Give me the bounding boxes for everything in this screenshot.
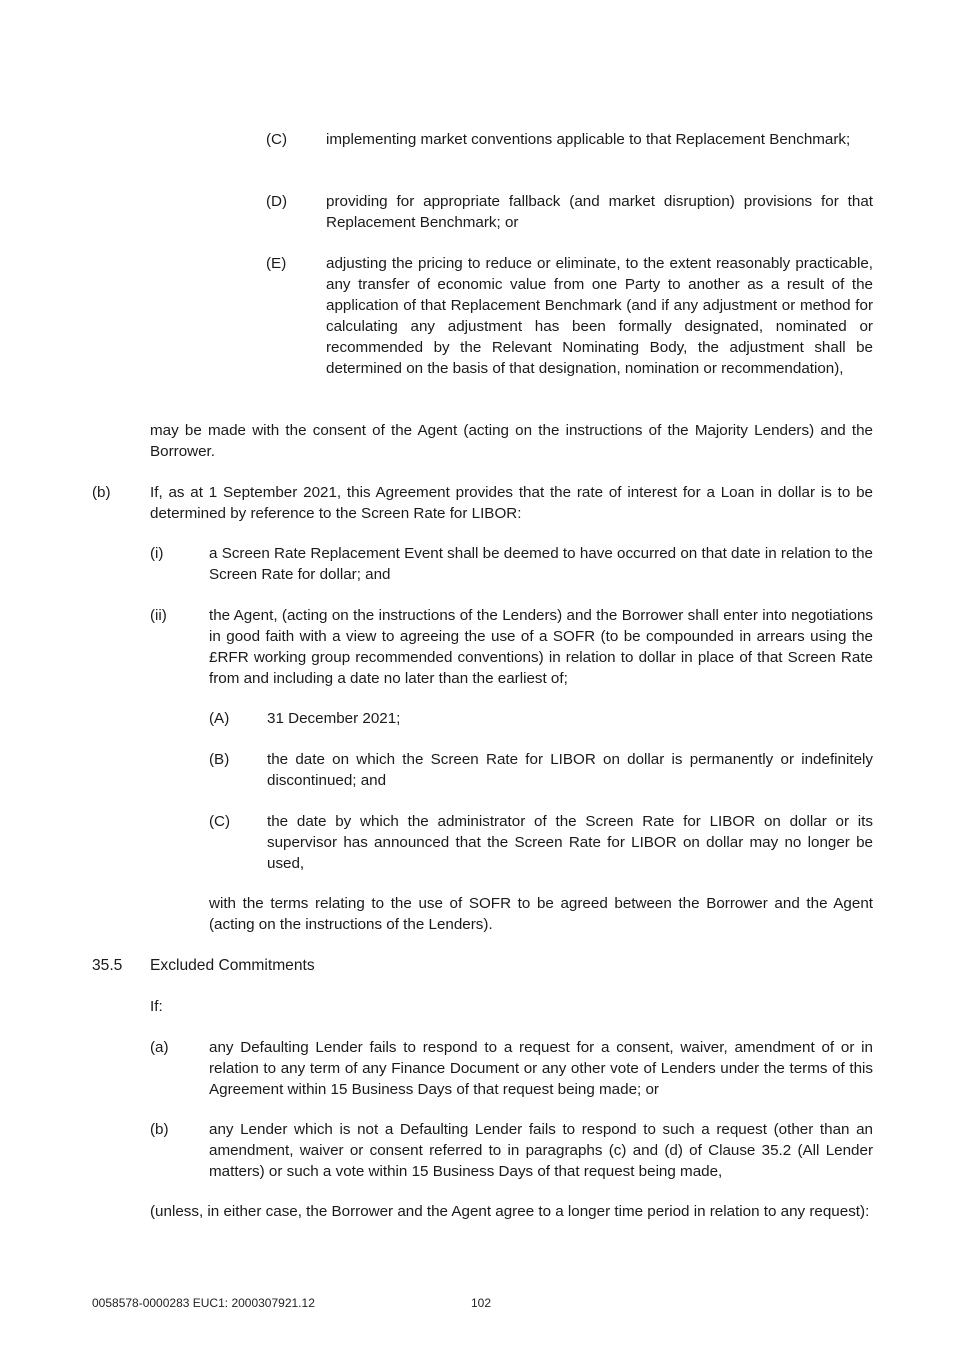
item-label: (C)	[266, 131, 288, 148]
consent-paragraph: may be made with the consent of the Agent (acting on the instructions of the Majority Lenders) and the Borrower.	[150, 422, 873, 460]
item-text: any Lender which is not a Defaulting Lender fails to respond to such a request (other than an amendment, waiver or consent referred to in paragraphs (c) and (d) of Clause 35.2 (All Lender matters) or such a vote within 15 Business Days of that request being made,	[209, 1121, 873, 1180]
subparagraph-label: (ii)	[150, 607, 167, 624]
item-label: (b)	[150, 1121, 169, 1138]
page-number: 102	[471, 1296, 492, 1310]
item-text: 31 December 2021;	[267, 710, 401, 727]
item-text: providing for appropriate fallback (and market disruption) provisions for that Replacement Benchmark; or	[326, 193, 873, 231]
item-text: adjusting the pricing to reduce or eliminate, to the extent reasonably practicable, any transfer of economic value from one Party to another as a result of the application of that Replacement Benchmark (and if any adjustment or method for calculating any adjustment has been formally designated, nominated or recommended by the Relevant Nominating Body, the adjustment shall be determined on the basis of that designation, nomination or recommendation),	[326, 255, 873, 377]
footer-doc-ref: 0058578-0000283 EUC1: 2000307921.12	[92, 1296, 315, 1310]
item-text: the date on which the Screen Rate for LIBOR on dollar is permanently or indefinitely discontinued; and	[267, 751, 873, 789]
item-label: (C)	[209, 813, 231, 830]
sofr-paragraph: with the terms relating to the use of SOFR to be agreed between the Borrower and the Agent (acting on the instructions of the Lenders).	[209, 895, 873, 933]
section-number: 35.5	[92, 957, 123, 974]
item-label: (B)	[209, 751, 230, 768]
section-title: Excluded Commitments	[150, 957, 315, 974]
item-label: (A)	[209, 710, 230, 727]
paragraph-label: (b)	[92, 484, 111, 501]
item-text: the date by which the administrator of the Screen Rate for LIBOR on dollar or its supervisor has announced that the Screen Rate for LIBOR on dollar may no longer be used,	[267, 813, 873, 872]
if-text: If:	[150, 998, 163, 1015]
subparagraph-text: a Screen Rate Replacement Event shall be deemed to have occurred on that date in relation to the Screen Rate for dollar; and	[209, 545, 873, 583]
paragraph-text: If, as at 1 September 2021, this Agreement provides that the rate of interest for a Loan in dollar is to be determined by reference to the Screen Rate for LIBOR:	[150, 484, 873, 522]
item-label: (a)	[150, 1039, 169, 1056]
subparagraph-text: the Agent, (acting on the instructions of the Lenders) and the Borrower shall enter into negotiations in good faith with a view to agreeing the use of a SOFR (to be compounded in arrears using the £RFR working group recommended conventions) in relation to dollar in place of that Screen Rate from and including a date no later than the earliest of;	[209, 607, 873, 687]
item-label: (E)	[266, 255, 287, 272]
subparagraph-label: (i)	[150, 545, 164, 562]
item-text: implementing market conventions applicable to that Replacement Benchmark;	[326, 131, 851, 148]
closing-paragraph: (unless, in either case, the Borrower and the Agent agree to a longer time period in relation to any request):	[150, 1203, 870, 1220]
item-label: (D)	[266, 193, 288, 210]
item-text: any Defaulting Lender fails to respond to a request for a consent, waiver, amendment of or in relation to any term of any Finance Document or any other vote of Lenders under the terms of this Agreement within 15 Business Days of that request being made; or	[209, 1039, 873, 1098]
